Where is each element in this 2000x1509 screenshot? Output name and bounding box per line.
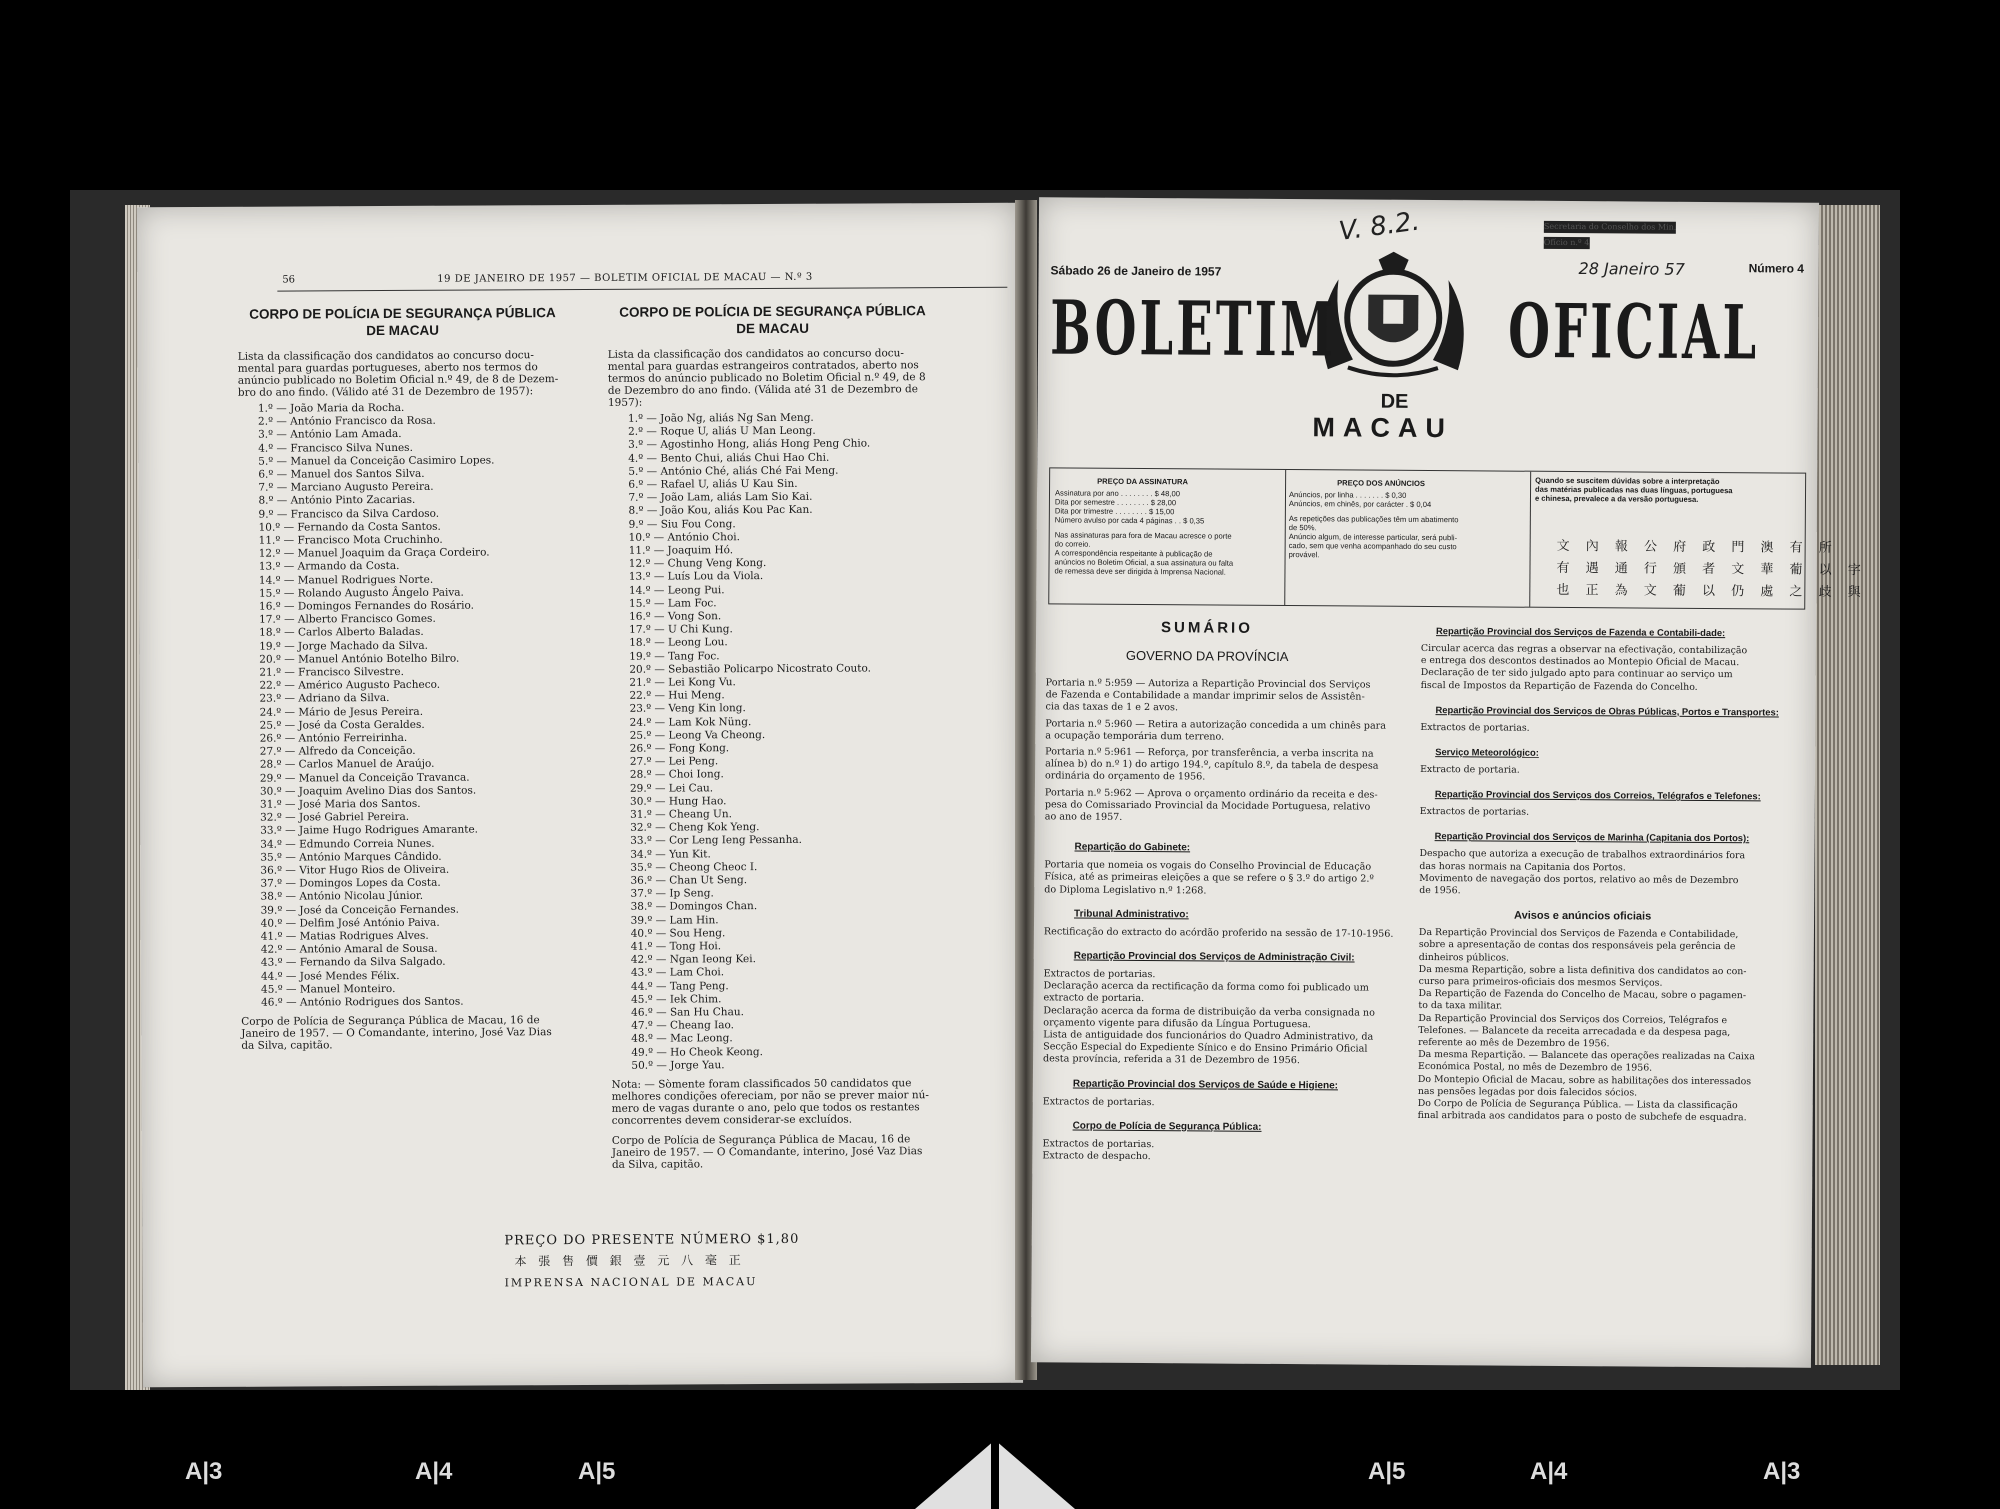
list-entry: 11.º — Joaquim Hó. [628,544,734,557]
section-line: Secção Especial do Expediente Sínico e do Ensino Primário Oficial [1043,1041,1368,1055]
aviso-line: nas pensões legadas por dois falecidos sócios. [1417,1085,1638,1099]
anuncios-note: As repetições das publicações têm um abatimento [1288,514,1459,525]
list-entry: 6.º — Manuel dos Santos Silva. [258,467,425,481]
stamp-line-1: Secretaria do Conselho dos Min. [1543,221,1677,232]
section-title: Corpo de Polícia de Segurança Pública: [1072,1120,1262,1133]
portaria-line: de Fazenda e Contabilidade a mandar imprimir selos de Assistên- [1045,689,1365,703]
issue-number: Número 4 [1748,261,1805,276]
list-entry: 25.º — José da Costa Geraldes. [259,718,425,732]
list-entry: 36.º — Vitor Hugo Rios de Oliveira. [260,863,450,877]
anuncios-row: Anúncios, em chinês, por carácter . $ 0,04 [1288,499,1432,510]
section-line: Física, até as primeiras eleições a que se refere o § 3.º do artigo 2.º [1044,871,1374,886]
portaria-line: Portaria n.º 5:961 — Reforça, por transferência, a verba inscrita na [1045,746,1374,760]
section-line: orçamento vigente para difusão da Língua Portuguesa. [1043,1017,1311,1031]
right-page [1031,197,1867,1367]
section-line: extracto de portaria. [1043,992,1145,1005]
nota-line: mero de vagas durante o ano, pelo que todos os restantes [611,1101,920,1115]
nota-line: melhores condições ofereciam, por não se prever maior nú- [611,1089,929,1103]
film-marker: A|3 [1763,1458,1801,1485]
aviso-line: Da mesma Repartição. — Balancete das operações realizadas na Caixa [1418,1049,1755,1063]
portaria-line: Portaria n.º 5:960 — Retira a autorização concedida a um chinês para [1045,717,1387,732]
list-entry: 1.º — João Ng, aliás Ng San Meng. [627,411,814,425]
list-entry: 3.º — António Lam Amada. [258,428,402,442]
list-entry: 48.º — Mac Leong. [631,1032,733,1046]
section-line: das horas normais na Capitania dos Portos. [1419,860,1626,873]
portaria-line: alínea b) do n.º 1) do artigo 194.º, capítulo 8.º, da tabela de despesa [1045,758,1379,772]
section-title: Repartição Provincial dos Serviços de Administração Civil: [1073,950,1355,964]
list-entry: 27.º — Lei Peng. [629,755,719,768]
list-entry: 17.º — Alberto Francisco Gomes. [259,612,436,626]
aviso-line: Do Corpo de Polícia de Segurança Pública. — Lista da classificação [1417,1097,1738,1112]
anuncios-note: cado, sem que venha acompanhado do seu custo [1288,541,1457,552]
list-entry: 34.º — Yun Kit. [630,847,711,861]
portaria-line: pesa do Comissariado Provincial da Mocidade Portuguesa, relativo [1044,799,1371,813]
aviso-line: Da Repartição Provincial dos Serviços dos Correios, Telégrafos e [1418,1012,1728,1026]
list-entry: 27.º — Alfredo da Conceição. [259,745,416,758]
masthead-boletim: BOLETIM [1049,285,1337,375]
masthead-de: DE [1380,390,1409,413]
list-entry: 5.º — António Ché, aliás Ché Fai Meng. [628,464,839,478]
intro-line: de Dezembro do ano findo. (Válida até 31 de Dezembro de [607,383,918,397]
section-line: Lista de antiguidade dos funcionários do Quadro Administrativo, da [1043,1029,1374,1043]
list-entry: 32.º — Cheng Kok Yeng. [630,821,760,834]
section-title: Repartição Provincial dos Serviços de Marinha (Capitania dos Portos): [1434,830,1750,844]
list-entry: 29.º — Manuel da Conceição Travanca. [259,771,470,785]
governo-heading: GOVERNO DA PROVÍNCIA [1125,647,1289,665]
aviso-line: dinheiros públicos. [1418,951,1510,964]
list-entry: 49.º — Ho Cheok Keong. [631,1045,763,1059]
nota-line: Nota: — Sòmente foram classificados 50 candidatos que [611,1077,912,1091]
list-entry: 44.º — Tang Peng. [630,979,729,993]
section-line: Extractos de portarias. [1420,721,1530,734]
list-entry: 13.º — Armando da Costa. [258,560,400,574]
section-line: Movimento de navegação dos portos, relativo ao mês de Dezembro [1419,872,1739,886]
list-entry: 24.º — Mário de Jesus Pereira. [259,705,424,719]
nota-line: concorrentes devem considerar-se excluídos. [611,1113,853,1127]
section-line: Extractos de portarias. [1043,968,1156,981]
list-entry: 31.º — José Maria dos Santos. [260,797,421,811]
masthead-macau: MACAU [1312,412,1454,444]
assinatura-row: Dita por trimestre . . . . . . . . $ 15,00 [1054,506,1175,517]
list-entry: 23.º — Veng Kin long. [629,702,746,716]
portaria-line: Portaria n.º 5:962 — Aprova o orçamento ordinário da receita e des- [1044,786,1378,801]
closing-line: da Silva, capitão. [611,1158,704,1171]
list-entry: 19.º — Jorge Machado da Silva. [259,639,428,653]
assinatura-row: Dita por semestre . . . . . . . . $ 28,00 [1054,497,1177,508]
section-line: Extracto de despacho. [1042,1150,1151,1163]
aviso-line: sobre a apresentação de contas dos responsáveis pela gerência de [1418,939,1736,953]
list-entry: 12.º — Chung Veng Kong. [628,557,767,570]
list-entry: 8.º — João Kou, aliás Kou Pac Kan. [628,504,813,518]
closing-line: Corpo de Polícia de Segurança Pública de Macau, 16 de [241,1014,540,1028]
column-heading: CORPO DE POLÍCIA DE SEGURANÇA PÚBLICA [619,303,926,320]
assinatura-title: PREÇO DA ASSINATURA [1097,476,1188,487]
section-line: Extractos de portarias. [1042,1138,1155,1150]
portaria-line: a ocupação temporária dum terreno. [1045,730,1225,743]
list-entry: 16.º — Domingos Fernandes do Rosário. [258,599,474,613]
section-line: Despacho que autoriza a execução de trabalhos extraordinários fora [1419,848,1746,862]
list-entry: 2.º — Roque U, aliás U Man Leong. [628,424,816,438]
portaria-line: Portaria n.º 5:959 — Autoriza a Repartição Provincial dos Serviços [1045,677,1371,691]
running-head: 19 DE JANEIRO DE 1957 — BOLETIM OFICIAL DE MACAU — N.º 3 [437,271,813,285]
closing-line: Janeiro de 1957. — O Comandante, interino, José Vaz Dias [611,1145,923,1159]
list-entry: 43.º — Lam Choi. [630,966,725,980]
intro-line: anúncio publicado no Boletim Oficial n.º 49, de 8 de Dezem- [237,373,559,387]
list-entry: 26.º — António Ferreirinha. [259,731,408,745]
list-entry: 14.º — Leong Pui. [628,583,725,597]
list-entry: 3.º — Agostinho Hong, aliás Hong Peng Chio. [628,437,871,452]
section-line: desta província, referida a 31 de Dezembro de 1956. [1043,1053,1300,1067]
list-entry: 45.º — Iek Chim. [631,993,722,1006]
section-line: Portaria que nomeia os vogais do Conselho Provincial de Educação [1044,859,1372,873]
list-entry: 41.º — Tong Hoi. [630,940,722,953]
film-marker: A|5 [578,1458,616,1485]
list-entry: 23.º — Adriano da Silva. [259,692,390,706]
list-entry: 39.º — José da Conceição Fernandes. [260,903,460,917]
intro-line: mental para guardas estrangeiros contratados, aberto nos [607,359,919,373]
list-entry: 20.º — Sebastião Policarpo Nicostrato Couto. [629,662,872,676]
aviso-line: to da taxa militar. [1418,1000,1503,1012]
anuncios-row: Anúncios, por linha . . . . . . . $ 0,30 [1288,490,1407,500]
aviso-line: Económica Postal, no mês de Dezembro de 1956. [1417,1061,1653,1074]
notice-line: das matérias publicadas nas duas línguas, portuguesa [1535,484,1733,496]
list-entry: 4.º — Bento Chui, aliás Chui Hao Chi. [628,451,830,465]
list-entry: 21.º — Francisco Silvestre. [259,665,404,679]
list-entry: 12.º — Manuel Joaquim da Graça Cordeiro. [258,546,490,560]
list-entry: 15.º — Rolando Augusto Ângelo Paiva. [258,586,464,600]
list-entry: 24.º — Lam Kok Nüng. [629,715,752,729]
aviso-line: referente ao mês de Dezembro de 1956. [1418,1036,1610,1050]
price-chinese: 本 張 售 價 銀 壹 元 八 毫 正 [514,1253,745,1269]
list-entry: 29.º — Lei Cau. [629,781,714,795]
list-entry: 9.º — Francisco da Silva Cardoso. [258,507,440,521]
section-line: fiscal de Impostos da Repartição de Fazenda do Concelho. [1420,679,1698,693]
assinatura-note: A correspondência respeitante à publicação de [1054,548,1213,559]
list-entry: 40.º — Sou Heng. [630,927,726,940]
list-entry: 15.º — Lam Foc. [628,597,717,610]
section-title: Tribunal Administrativo: [1074,908,1189,921]
list-entry: 8.º — António Pinto Zacarias. [258,494,416,508]
list-entry: 47.º — Cheang Iao. [631,1019,735,1032]
anuncios-note: provável. [1288,550,1320,560]
list-entry: 19.º — Tang Foc. [629,649,720,663]
aviso-line: curso para primeiros-oficiais dos mesmos Serviços. [1418,975,1663,989]
portaria-line: ordinária do orçamento de 1956. [1044,770,1206,783]
list-entry: 14.º — Manuel Rodrigues Norte. [258,573,434,587]
list-entry: 1.º — João Maria da Rocha. [257,401,405,415]
intro-line: bro do ano findo. (Válido até 31 de Dezembro de 1957): [237,385,534,399]
list-entry: 36.º — Chan Ut Seng. [630,874,748,887]
section-line: Declaração acerca da rectificação da forma como foi publicado um [1043,980,1369,994]
sumario-heading: SUMÁRIO [1161,619,1253,637]
assinatura-row: Assinatura por ano . . . . . . . . $ 48,00 [1054,488,1180,499]
list-entry: 6.º — Rafael U, aliás U Kau Sin. [628,477,798,491]
list-entry: 9.º — Siu Fou Cong. [628,517,736,531]
list-entry: 33.º — Cor Leng Ieng Pessanha. [630,834,802,848]
section-title: Repartição Provincial dos Serviços de Obras Públicas, Portos e Transportes: [1435,703,1779,718]
issue-date: Sábado 26 de Janeiro de 1957 [1050,263,1222,279]
notice-line: Quando se suscitem dúvidas sobre a interpretação [1535,475,1720,487]
list-entry: 26.º — Fong Kong. [629,742,730,755]
list-entry: 35.º — António Marques Cândido. [260,850,442,864]
list-entry: 2.º — António Francisco da Rosa. [258,414,436,428]
list-entry: 10.º — Fernando da Costa Santos. [258,520,441,534]
list-entry: 18.º — Leong Lou. [629,636,728,650]
list-entry: 39.º — Lam Hin. [630,913,719,927]
list-entry: 40.º — Delfim José António Paiva. [260,916,440,930]
section-line: Declaração de ter sido julgado apto para continuar ao serviço um [1420,667,1733,681]
aviso-line: final arbitrada aos candidatos para o posto de subchefe de esquadra. [1417,1110,1747,1124]
column-heading: CORPO DE POLÍCIA DE SEGURANÇA PÚBLICA [249,305,556,322]
assinatura-note: de remessa deve ser dirigida à Imprensa Nacional. [1054,566,1226,577]
column-heading: DE MACAU [736,320,809,337]
section-title: Repartição Provincial dos Serviços de Fazenda e Contabili-dade: [1436,625,1726,639]
list-entry: 37.º — Domingos Lopes da Costa. [260,876,441,890]
closing-line: Corpo de Polícia de Segurança Pública de Macau, 16 de [611,1133,911,1147]
list-entry: 38.º — António Nicolau Júnior. [260,890,424,904]
film-marker: A|4 [415,1458,453,1485]
section-line: Extractos de portarias. [1042,1095,1155,1108]
list-entry: 33.º — Jaime Hugo Rodrigues Amarante. [260,823,479,838]
section-title: Repartição Provincial dos Serviços dos Correios, Telégrafos e Telefones: [1434,788,1761,802]
intro-line: Lista da classificação dos candidatos ao concurso docu- [607,347,904,361]
assinatura-note: do correio. [1054,539,1091,549]
section-line: de 1956. [1419,884,1461,897]
handwritten-visto: V. 8.2. [1337,206,1422,247]
list-entry: 18.º — Carlos Alberto Baladas. [259,626,424,640]
header-rule [277,287,1007,292]
masthead-oficial: OFICIAL [1507,288,1760,378]
section-line: Declaração acerca da forma de distribuição da verba consignada no [1043,1004,1375,1019]
section-line: Extractos de portarias. [1419,806,1530,818]
list-entry: 16.º — Vong Son. [629,610,722,623]
list-entry: 43.º — Fernando da Silva Salgado. [260,956,446,970]
list-entry: 22.º — Américo Augusto Pacheco. [259,678,441,692]
imprint: IMPRENSA NACIONAL DE MACAU [504,1275,758,1290]
list-entry: 30.º — Hung Hao. [630,795,727,808]
list-entry: 37.º — Ip Seng. [630,887,714,900]
list-entry: 41.º — Matias Rodrigues Alves. [260,929,429,943]
aviso-line: Da mesma Repartição, sobre a lista definitiva dos candidatos ao con- [1418,963,1747,978]
aviso-line: Da Repartição Provincial dos Serviços de Fazenda e Contabilidade, [1418,927,1739,941]
anuncios-title: PREÇO DOS ANÚNCIOS [1337,478,1426,488]
list-entry: 21.º — Lei Kong Vu. [629,676,736,689]
list-entry: 22.º — Hui Meng. [629,689,725,702]
list-entry: 17.º — U Chi Kung. [629,623,733,636]
film-center-triangle [915,1440,1075,1509]
list-entry: 28.º — Choi Iong. [629,768,724,782]
section-title: Repartição do Gabinete: [1074,841,1191,854]
intro-line: Lista da classificação dos candidatos ao concurso docu- [237,349,534,363]
assinatura-note: Nas assinaturas para fora de Macau acresce o porte [1054,530,1232,541]
portaria-line: ao ano de 1957. [1044,811,1123,823]
chinese-notice-line: 也 正 為 文 葡 以 仍 處 之 歧 與 [1556,582,1867,601]
list-entry: 32.º — José Gabriel Pereira. [260,811,410,824]
list-entry: 7.º — João Lam, aliás Lam Sio Kai. [628,490,813,504]
list-entry: 42.º — António Amaral de Sousa. [260,942,438,956]
right-page-edges [1815,205,1880,1365]
list-entry: 31.º — Cheang Un. [630,808,732,821]
aviso-line: Da Repartição de Fazenda do Concelho de Macau, sobre o pagamen- [1418,988,1747,1002]
stamp-line-2: Ofício n.º 4 [1543,237,1590,248]
section-line: e entrega dos descontos destinados ao Montepio Oficial de Macau. [1420,655,1740,669]
list-entry: 28.º — Carlos Manuel de Araújo. [259,758,435,772]
aviso-line: Do Montepio Oficial de Macau, sobre as habilitações dos interessados [1417,1073,1752,1087]
list-entry: 7.º — Marciano Augusto Pereira. [258,480,434,494]
list-entry: 44.º — José Mendes Félix. [260,969,400,983]
list-entry: 10.º — António Choi. [628,530,740,544]
list-entry: 45.º — Manuel Monteiro. [260,982,396,996]
intro-line: termos do anúncio publicado no Boletim Oficial n.º 49, de 8 [607,371,926,385]
list-entry: 20.º — Manuel António Botelho Bilro. [259,652,460,666]
list-entry: 38.º — Domingos Chan. [630,900,758,914]
section-line: do Diploma Legislativo n.º 1:268. [1044,883,1207,897]
intro-line: mental para guardas portugueses, aberto nos termos do [237,361,538,375]
aviso-line: Telefones. — Balancete da receita arrecadada e da despesa paga, [1418,1024,1731,1038]
list-entry: 35.º — Cheong Cheoc I. [630,860,758,874]
avisos-title: Avisos e anúncios oficiais [1514,909,1652,923]
section-line: Circular acerca das regras a observar na efectivação, contabilização [1420,642,1748,657]
list-entry: 11.º — Francisco Mota Cruchinho. [258,533,443,547]
portaria-line: cia das taxas de 1 e 2 avos. [1045,701,1179,714]
chinese-notice-line: 文 內 報 公 府 政 門 澳 有 所 [1556,538,1838,556]
assinatura-note: anúncios no Boletim Oficial, a sua assinatura ou falta [1054,557,1234,568]
list-entry: 4.º — Francisco Silva Nunes. [258,441,413,455]
left-page [137,203,1023,1388]
closing-line: Janeiro de 1957. — O Comandante, interino, José Vaz Dias [241,1026,552,1040]
anuncios-note: Anúncio algum, de interesse particular, será publi- [1288,532,1458,543]
handwritten-date: 28 Janeiro 57 [1578,259,1685,279]
chinese-notice-line: 有 遇 通 行 頒 者 文 華 葡 以 字 [1556,560,1867,579]
page-number: 56 [282,274,296,286]
section-line: Extracto de portaria. [1420,763,1520,776]
list-entry: 50.º — Jorge Yau. [631,1059,725,1072]
price-line: PREÇO DO PRESENTE NÚMERO $1,80 [504,1231,800,1249]
film-marker: A|5 [1368,1458,1406,1485]
closing-line: da Silva, capitão. [241,1039,333,1052]
list-entry: 13.º — Luís Lou da Viola. [628,570,764,584]
list-entry: 34.º — Edmundo Correia Nunes. [260,837,435,851]
section-title: Serviço Meteorológico: [1435,746,1539,758]
column-heading: DE MACAU [366,322,439,339]
section-title: Repartição Provincial dos Serviços de Saúde e Higiene: [1072,1078,1339,1091]
film-marker: A|4 [1530,1458,1568,1485]
list-entry: 25.º — Leong Va Cheong. [629,728,766,742]
list-entry: 46.º — San Hu Chau. [631,1006,744,1019]
assinatura-row: Número avulso por cada 4 páginas . . $ 0,35 [1054,515,1205,526]
list-entry: 30.º — Joaquim Avelino Dias dos Santos. [259,784,477,798]
anuncios-note: de 50%. [1288,523,1317,533]
list-entry: 46.º — António Rodrigues dos Santos. [261,995,464,1009]
list-entry: 5.º — Manuel da Conceição Casimiro Lopes. [258,454,495,468]
section-line: Rectificação do extracto do acórdão proferido na sessão de 17-10-1956. [1043,926,1394,940]
notice-line: e chinesa, prevalece a da versão portuguesa. [1534,493,1699,504]
intro-line: 1957): [607,396,643,409]
film-marker: A|3 [185,1458,223,1485]
list-entry: 42.º — Ngan Ieong Kei. [630,953,756,966]
